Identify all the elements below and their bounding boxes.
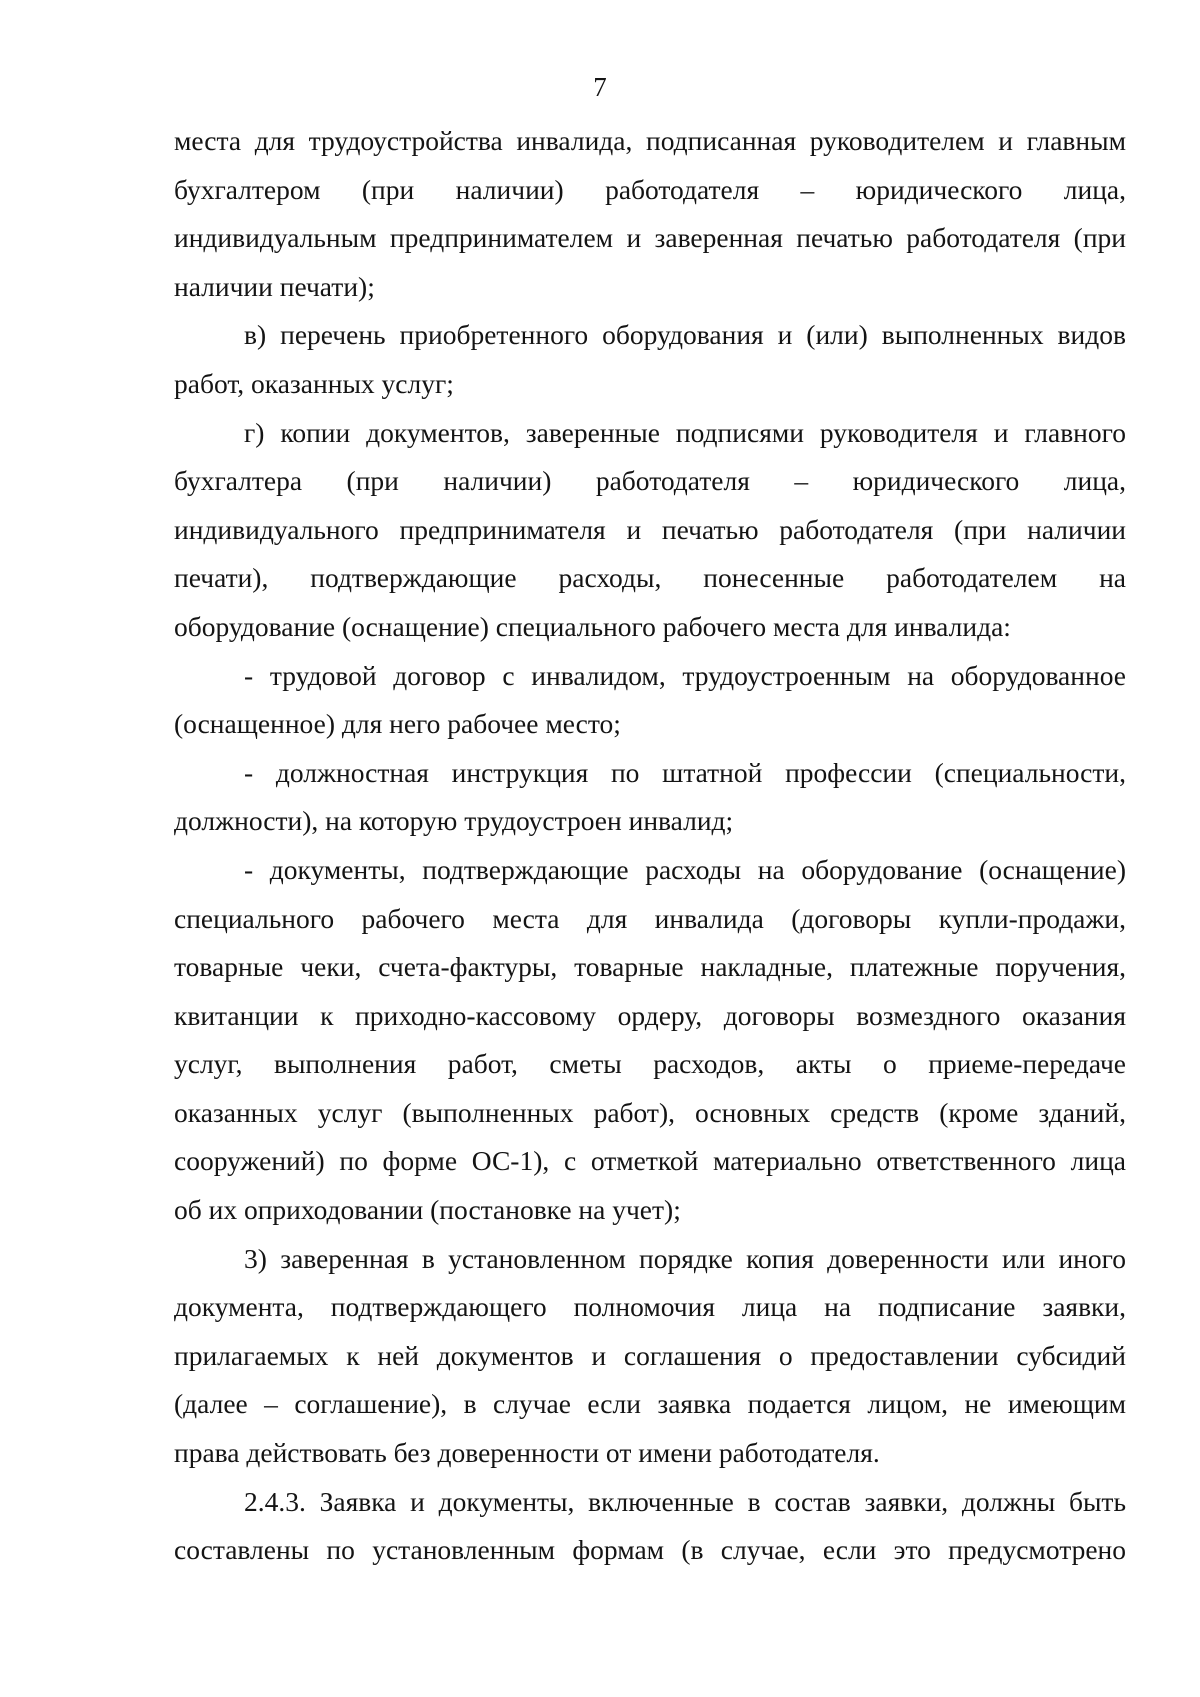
text-line: оказанных услуг (выполненных работ), основных средств (кроме зданий, [174,1096,1126,1128]
page-number: 7 [593,72,607,102]
text-line: права действовать без доверенности от имени работодателя. [174,1437,880,1469]
text-line: (оснащенное) для него рабочее место; [174,708,621,740]
text-line: - должностная инструкция по штатной профессии (специальности, [244,756,1126,788]
text-line: работ, оказанных услуг; [174,367,454,399]
text-line: печати), подтверждающие расходы, понесенные работодателем на [174,562,1126,594]
paragraph-dash-contract [174,652,1126,749]
text-line: - трудовой договор с инвалидом, трудоустроенным на оборудованное [244,659,1126,691]
text-line: должности), на которую трудоустроен инвалид; [174,805,734,837]
text-line: бухгалтером (при наличии) работодателя – юридического лица, [174,173,1126,205]
paragraph-item-g [174,409,1126,652]
text-line: сооружений) по форме ОС-1), с отметкой материально ответственного лица [174,1145,1126,1177]
text-line: бухгалтера (при наличии) работодателя – юридического лица, [174,465,1126,497]
text-line: места для трудоустройства инвалида, подписанная руководителем и главным [174,125,1126,156]
paragraph-item-3 [174,1235,1126,1478]
text-line: об их оприходовании (постановке на учет); [174,1194,681,1226]
text-line: в) перечень приобретенного оборудования и (или) выполненных видов [244,319,1126,351]
text-line: г) копии документов, заверенные подписями руководителя и главного [244,416,1126,448]
text-line: индивидуального предпринимателя и печатью работодателя (при наличии [174,513,1126,545]
document-body [174,117,1126,1575]
text-line: составлены по установленным формам (в случае, если это предусмотрено [174,1534,1126,1566]
paragraph-dash-expense-documents [174,846,1126,1235]
text-line: документа, подтверждающего полномочия лица на подписание заявки, [174,1291,1126,1323]
text-line: - документы, подтверждающие расходы на оборудование (оснащение) [244,853,1126,885]
text-line: 2.4.3. Заявка и документы, включенные в состав заявки, должны быть [244,1485,1126,1517]
paragraph-item-v [174,311,1126,408]
text-line: 3) заверенная в установленном порядке копия доверенности или иного [244,1242,1126,1274]
paragraph-section-2-4-3 [174,1478,1126,1575]
text-line: квитанции к приходно-кассовому ордеру, договоры возмездного оказания [174,999,1126,1031]
text-line: наличии печати); [174,270,375,302]
text-line: услуг, выполнения работ, сметы расходов, акты о приеме-передаче [174,1048,1126,1080]
text-line: специального рабочего места для инвалида (договоры купли-продажи, [174,902,1126,934]
text-line: (далее – соглашение), в случае если заявка подается лицом, не имеющим [174,1388,1126,1420]
paragraph-dash-job-description [174,749,1126,846]
text-line: прилагаемых к ней документов и соглашения о предоставлении субсидий [174,1339,1126,1371]
text-line: оборудование (оснащение) специального рабочего места для инвалида: [174,610,1011,642]
paragraph-continuation [174,117,1126,311]
text-line: товарные чеки, счета-фактуры, товарные накладные, платежные поручения, [174,951,1126,983]
text-line: индивидуальным предпринимателем и заверенная печатью работодателя (при [174,222,1126,254]
